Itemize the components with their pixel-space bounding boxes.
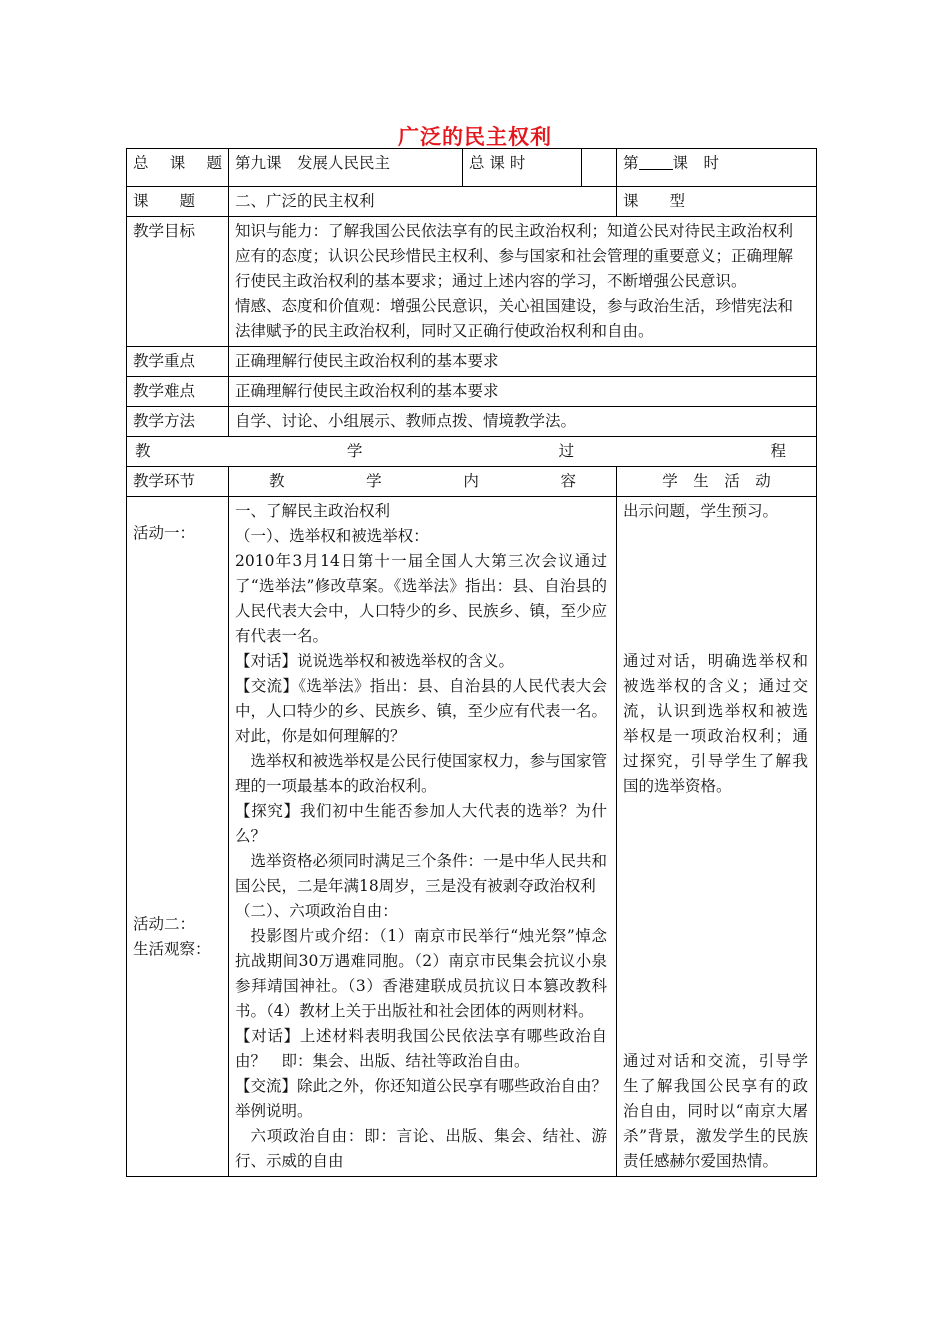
total-hours-label: 总 课 时 — [463, 149, 582, 187]
content-heading-freedoms: （二）、六项政治自由： — [235, 902, 398, 920]
total-topic-label: 总 课 题 — [127, 149, 229, 187]
content-election-law: 2010年3月14日第十一届全国人大第三次会议通过了“选举法”修改草案。《选举法》指出：县、自治县的人民代表大会中，人口特少的乡、民族乡、镇，至少应有代表一名。 — [235, 552, 608, 645]
key-point-value: 正确理解行使民主政治权利的基本要求 — [229, 347, 817, 377]
difficulty-label: 教学难点 — [127, 377, 229, 407]
content-projection: 投影图片或介绍：（1）南京市民举行“烛光祭”悼念抗战期间30万遇难同胞。（2）南京市民集会抗议小泉参拜靖国神社。（3）香港建联成员抗议日本篡改教科书。（4）教材上关于出版社和社会团体的两则材料。 — [235, 927, 607, 1020]
period-blank — [639, 153, 673, 170]
content-heading-election: （一）、选举权和被选举权： — [235, 527, 429, 545]
period-prefix: 第 — [623, 154, 639, 172]
lesson-type-label: 课 型 — [617, 187, 817, 217]
goals-emotion: 情感、态度和价值观：增强公民意识，关心祖国建设，参与政治生活，珍惜宪法和法律赋予的民主政治权利，同时又正确行使政治权利和自由。 — [235, 297, 794, 340]
column-stage: 教学环节 — [127, 467, 229, 497]
student-activity-2: 通过对话，明确选举权和被选举权的含义；通过交流，认识到选举权和被选举权是一项政治权利；通过探究，引导学生了解我国的选举资格。 — [623, 652, 808, 795]
period-suffix: 课 时 — [672, 154, 720, 172]
student-activity-1: 出示问题，学生预习。 — [623, 502, 779, 520]
content-explore: 【探究】我们初中生能否参加人大代表的选举？为什么？ — [235, 802, 607, 845]
stage-life-observation: 生活观察： — [133, 940, 211, 958]
student-activity-3: 通过对话和交流，引导学生了解我国公民享有的政治自由，同时以“南京大屠杀”背景，激发学生的民族责任感赫尔爱国热情。 — [623, 1052, 808, 1170]
method-value: 自学、讨论、小组展示、教师点拨、情境教学法。 — [229, 407, 817, 437]
content-dialogue-1: 【对话】说说选举权和被选举权的含义。 — [235, 652, 515, 670]
difficulty-value: 正确理解行使民主政治权利的基本要求 — [229, 377, 817, 407]
method-label: 教学方法 — [127, 407, 229, 437]
stage-activity-two: 活动二： — [133, 915, 196, 933]
content-dialogue-2: 【对话】上述材料表明我国公民依法享有哪些政治自由？ 即：集会、出版、结社等政治自由。 — [235, 1027, 607, 1070]
content-heading-1: 一、了解民主政治权利 — [235, 502, 391, 520]
stage-activity-one: 活动一： — [133, 524, 196, 542]
student-cell — [617, 497, 817, 1177]
goals-label: 教学目标 — [127, 217, 229, 347]
content-qualification: 选举资格必须同时满足三个条件：一是中华人民共和国公民，二是年满18周岁，三是没有被剥夺政治权利 — [235, 852, 608, 895]
column-student: 学 生 活 动 — [617, 467, 817, 497]
key-point-label: 教学重点 — [127, 347, 229, 377]
stage-cell — [127, 497, 229, 1177]
topic-value: 二、广泛的民主权利 — [229, 187, 617, 217]
topic-label: 课 题 — [127, 187, 229, 217]
content-exchange-2: 【交流】除此之外，你还知道公民享有哪些政治自由？举例说明。 — [235, 1077, 608, 1120]
total-hours-value — [582, 149, 617, 187]
content-six-freedoms: 六项政治自由：即：言论、出版、集会、结社、游行、示威的自由 — [235, 1127, 607, 1170]
goals-knowledge: 知识与能力：了解我国公民依法享有的民主政治权利；知道公民对待民主政治权利应有的态度；认识公民珍惜民主权利、参与国家和社会管理的重要意义；正确理解行使民主政治权利的基本要求；通过上述内容的学习，不断增强公民意识。 — [235, 222, 794, 290]
column-content: 教 学 内 容 — [229, 467, 617, 497]
content-election-right: 选举权和被选举权是公民行使国家权力，参与国家管理的一项最基本的政治权利。 — [235, 752, 608, 795]
period-cell — [617, 149, 817, 187]
content-exchange-1: 【交流】《选举法》指出：县、自治县的人民代表大会中，人口特少的乡、民族乡、镇，至少应有代表一名。对此，你是如何理解的？ — [235, 677, 608, 745]
goals-content — [229, 217, 817, 347]
process-title: 教 学 过 程 — [127, 437, 817, 467]
document-title: 广泛的民主权利 — [398, 125, 552, 149]
lesson-plan-table — [126, 148, 817, 1177]
content-cell — [229, 497, 617, 1177]
total-topic-value: 第九课 发展人民民主 — [229, 149, 463, 187]
